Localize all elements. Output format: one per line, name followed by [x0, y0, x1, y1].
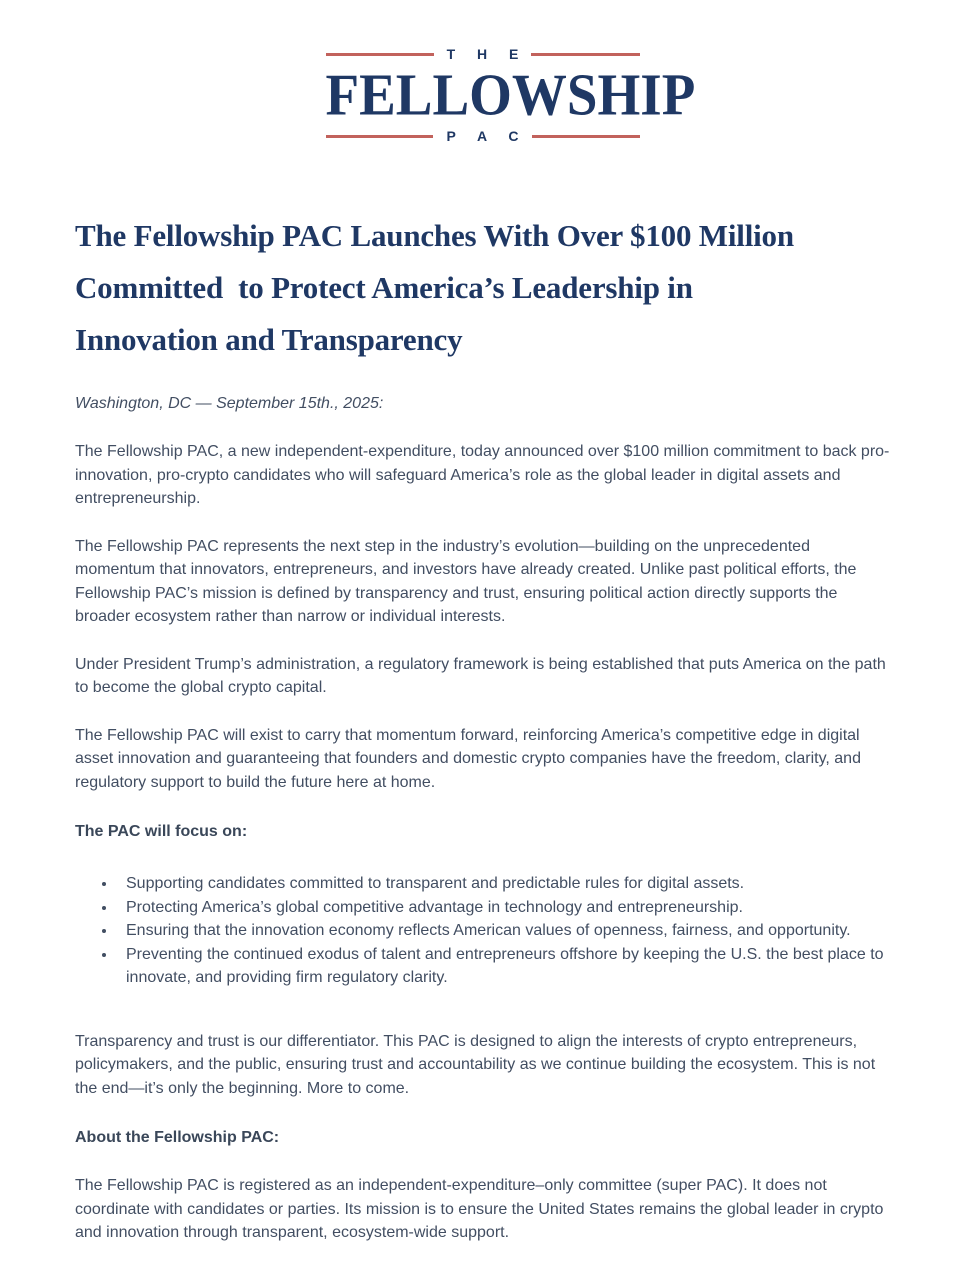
about-section-heading: About the Fellowship PAC: — [75, 1129, 280, 1146]
paragraph-next-step: The Fellowship PAC represents the next step in the industry’s evolution—building on the unprecedented momentum that innovators, entrepreneurs, and investors have already created. Unlike past political efforts, the Fellowship PAC’s mission is defined by transparency and trust, ensuring political action directly supports the broader ecosystem rather than narrow or individual interests. — [75, 537, 857, 625]
logo-rule-right-bottom — [532, 135, 640, 138]
headline-line-3: Innovation and Transparency — [75, 322, 463, 357]
headline-line-2: Committed to Protect America’s Leadership in — [75, 270, 693, 305]
headline-line-1: The Fellowship PAC Launches With Over $100 Million — [75, 218, 794, 253]
focus-section-heading: The PAC will focus on: — [75, 823, 248, 840]
logo-rule-left-bottom — [326, 135, 434, 138]
bullet-item-rules: • Supporting candidates committed to transparent and predictable rules for digital assets. — [117, 872, 890, 896]
logo-rule-right-top — [531, 53, 639, 56]
logo-top-row — [326, 46, 640, 62]
paragraph-closing: Transparency and trust is our differentiator. This PAC is designed to align the interests of crypto entrepreneurs, policymakers, and the public, ensuring trust and accountability as we continue building the ecosystem. This is not the end—it’s only the beginning. More to come. — [75, 1032, 876, 1097]
paragraph-about: The Fellowship PAC is registered as an independent-expenditure–only committee (super PAC). It does not coordinate with candidates or parties. Its mission is to ensure the United States remains the global leader in crypto and innovation through transparent, ecosystem-wide support. — [75, 1177, 884, 1241]
fellowship-pac-logo — [325, 46, 696, 144]
bullet-item-advantage: • Protecting America’s global competitive advantage in technology and entrepreneurship. — [117, 896, 890, 920]
logo-rule-left-top — [326, 53, 434, 56]
paragraph-announcement: The Fellowship PAC, a new independent-expenditure, today announced over $100 million commitment to back pro-innovation, pro-crypto candidates who will safeguard America’s role as the global leader in digital assets and entrepreneurship. — [75, 443, 890, 507]
logo-word-fellowship: FELLOWSHIP — [325, 61, 696, 128]
paragraph-administration: Under President Trump’s administration, a regulatory framework is being established that puts America on the path to become the global crypto capital. — [75, 655, 886, 696]
logo-bottom-row — [326, 128, 640, 144]
logo-word-the: T H E — [446, 46, 528, 62]
bullet-item-exodus: • Preventing the continued exodus of talent and entrepreneurs offshore by keeping the U.S. the best place to innovate, and providing firm regulatory clarity. — [117, 943, 890, 990]
paragraph-momentum: The Fellowship PAC will exist to carry that momentum forward, reinforcing America’s competitive edge in digital asset innovation and guaranteeing that founders and domestic crypto companies have the freedom, clarity, and regulatory support to build the future here at home. — [75, 726, 861, 791]
bullet-item-values: • Ensuring that the innovation economy reflects American values of openness, fairness, and opportunity. — [117, 919, 890, 943]
headline — [75, 210, 890, 366]
dateline: Washington, DC — September 15th., 2025: — [75, 395, 384, 412]
focus-bullet-list — [75, 872, 890, 990]
logo-word-pac: P A C — [446, 128, 528, 144]
